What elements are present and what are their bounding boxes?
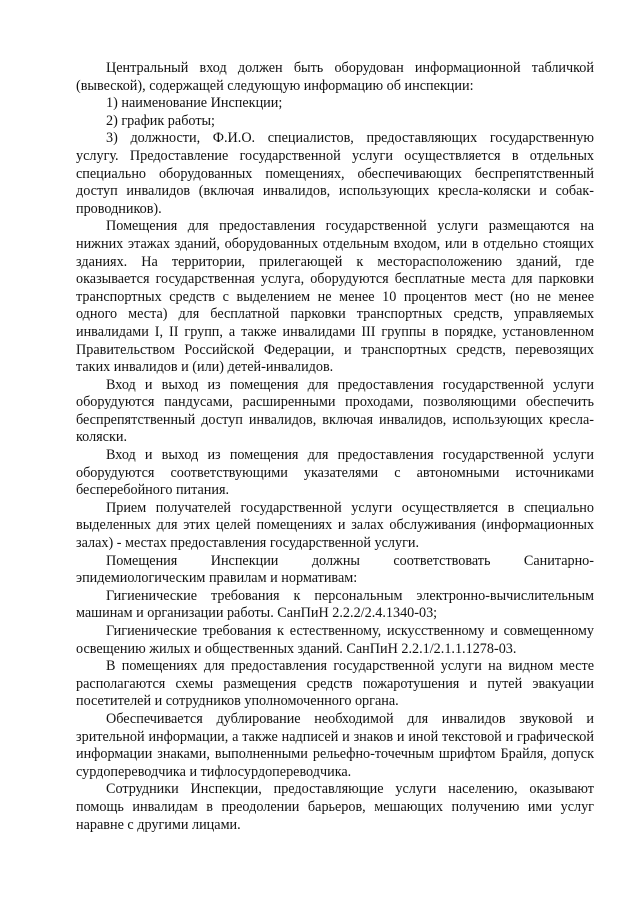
paragraph-fire-evacuation: В помещениях для предоставления государственной услуги на видном месте располагаются схемы размещения средств пожаротушения и путей эвакуации посетителей и сотрудников уполномоченного органа. (76, 658, 594, 710)
list-item-work-schedule: 2) график работы; (106, 112, 215, 129)
paragraph-sanpin-computers: Гигиенические требования к персональным электронно-вычислительным машинам и организации работы. СанПиН 2.2.2/2.4.1340-03; (76, 587, 594, 622)
paragraph-sanitary-rules: Помещения Инспекции должны соответствовать Санитарно-эпидемиологическим правилам и нормативам: (76, 552, 594, 587)
paragraph-premises-location: Помещения для предоставления государственной услуги размещаются на нижних этажах зданий, оборудованных отдельным входом, или в отдельно стоящих зданиях. На территории, прилегающей к месторасположению зданий, где оказывается государственная услуга, оборудуются бесплатные места для парковки транспортных средств с выделением не менее 10 процентов мест (но не менее одного места) для бесплатной парковки транспортных средств, управляемых инвалидами I, II групп, а также инвалидами III группы в порядке, установленном Правительством Российской Федерации, и транспортных средств, перевозящих таких инвалидов и (или) детей-инвалидов. (76, 218, 594, 376)
list-item-specialists: 3) должности, Ф.И.О. специалистов, предоставляющих государственную услугу. Предоставление государственной услуги осуществляется в отдельных специально оборудованных помещениях, обеспечивающих беспрепятственный доступ инвалидов (включая инвалидов, использующих кресла-коляски и собак-проводников). (76, 130, 594, 217)
document-body (76, 60, 594, 834)
paragraph-reception-halls: Прием получателей государственной услуги осуществляется в специально выделенных для этих целей помещениях и залах обслуживания (информационных залах) - местах предоставления государственной услуги. (76, 499, 594, 552)
paragraph-sanpin-lighting: Гигиенические требования к естественному, искусственному и совмещенному освещению жилых и общественных зданий. СанПиН 2.2.1/2.1.1.1278-03. (76, 623, 594, 657)
paragraph-ramps: Вход и выход из помещения для предоставления государственной услуги оборудуются пандусами, расширенными проходами, позволяющими обеспечить беспрепятственный доступ инвалидов, включая инвалидов, использующих кресла-коляски. (76, 376, 594, 446)
paragraph-entrance-sign: Центральный вход должен быть оборудован информационной табличкой (вывеской), содержащей следующую информацию об инспекции: (76, 60, 594, 94)
paragraph-signs-power: Вход и выход из помещения для предоставления государственной услуги оборудуются соответствующими указателями с автономными источниками бесперебойного питания. (76, 447, 594, 499)
list-item-inspection-name: 1) наименование Инспекции; (106, 95, 283, 112)
paragraph-braille-duplication: Обеспечивается дублирование необходимой для инвалидов звуковой и зрительной информации, а также надписей и знаков и иной текстовой и графической информации знаками, выполненными рельефно-точечным шрифтом Брайля, допуск сурдопереводчика и тифлосурдопереводчика. (76, 710, 594, 780)
paragraph-staff-assistance: Сотрудники Инспекции, предоставляющие услуги населению, оказывают помощь инвалидам в преодолении барьеров, мешающих получению ими услуг наравне с другими лицами. (76, 781, 594, 833)
